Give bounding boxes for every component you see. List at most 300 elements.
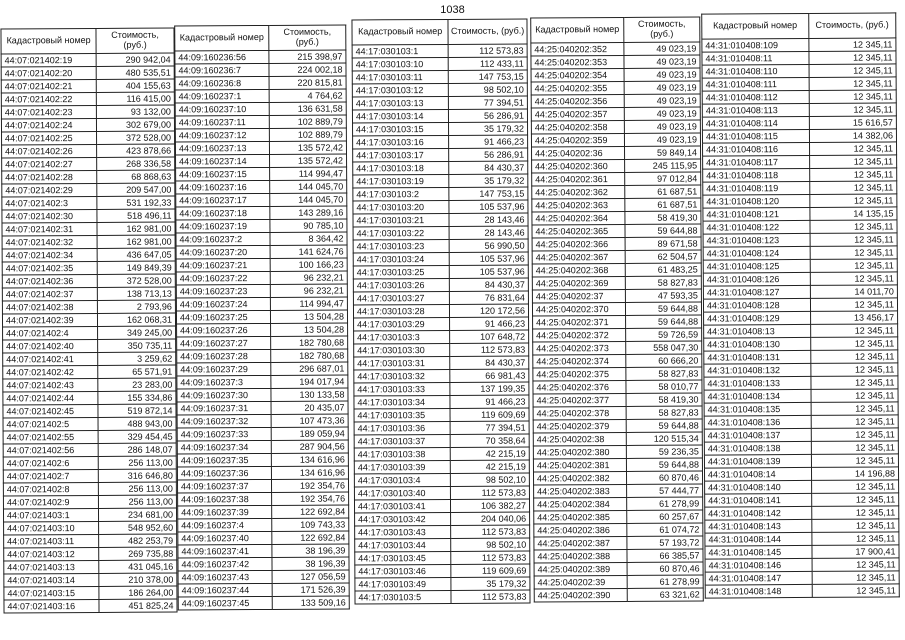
table-row [534, 536, 703, 550]
cadastral-number-cell: 44:25:040202:353 [531, 55, 624, 69]
cost-cell: 8 364,42 [270, 232, 347, 245]
table-row [534, 549, 703, 563]
cost-cell: 23 283,00 [98, 378, 176, 391]
cadastral-number-cell: 44:07:021403:15 [4, 586, 99, 599]
cost-cell: 42 215,19 [450, 447, 529, 460]
cost-cell: 112 573,83 [451, 590, 530, 603]
cost-cell: 135 572,42 [269, 141, 346, 154]
table-row [704, 467, 898, 481]
cadastral-number-cell: 44:07:021402:41 [3, 352, 98, 365]
table-row [531, 55, 700, 69]
table-row [176, 284, 347, 298]
table-row [3, 417, 176, 431]
cadastral-number-cell: 44:07:021402:3 [2, 196, 97, 209]
cost-cell: 112 573,83 [451, 525, 530, 538]
table-row [704, 337, 898, 351]
table-row [353, 213, 528, 227]
table-row [1, 105, 174, 119]
table-row [705, 532, 899, 546]
cost-cell: 133 509,16 [272, 596, 349, 609]
cost-cell: 12 345,11 [810, 337, 897, 351]
table-row [702, 116, 896, 130]
cost-cell: 66 385,57 [627, 549, 703, 562]
cost-cell: 59 644,88 [625, 224, 701, 237]
table-row [352, 83, 527, 97]
cadastral-number-cell: 44:09:160236:7 [175, 63, 269, 77]
cadastral-number-cell: 44:31:010408:143 [705, 519, 812, 533]
cadastral-number-cell: 44:31:010408:130 [704, 337, 811, 351]
cost-cell: 372 528,00 [97, 274, 175, 287]
cost-cell: 60 666,20 [626, 354, 702, 367]
cadastral-number-cell: 44:31:010408:116 [703, 142, 810, 156]
table-row [532, 146, 701, 160]
table-row [178, 557, 349, 571]
table-row [705, 519, 899, 533]
table-row [533, 419, 702, 433]
cadastral-number-cell: 44:17:030103:31 [354, 356, 450, 370]
cadastral-number-cell: 44:25:040202:373 [533, 341, 626, 355]
table-row [3, 495, 176, 509]
cadastral-number-cell: 44:31:010408:142 [705, 506, 812, 520]
cadastral-number-cell: 44:31:010408:135 [704, 402, 811, 416]
table-row [532, 237, 701, 251]
cost-cell: 63 321,62 [627, 588, 703, 601]
cadastral-number-cell: 44:07:021402:28 [2, 170, 97, 183]
cost-cell: 423 878,66 [97, 144, 175, 157]
cost-cell: 59 644,88 [625, 315, 701, 328]
cost-cell: 12 345,11 [810, 246, 897, 260]
cost-cell: 162 981,00 [97, 222, 175, 235]
cost-cell: 96 232,21 [270, 271, 347, 284]
table-row [353, 200, 528, 214]
table-row [531, 68, 700, 82]
table-row [176, 271, 347, 285]
cadastral-number-cell: 44:17:030103:22 [353, 226, 449, 240]
cost-cell: 186 264,00 [99, 586, 177, 599]
cost-cell: 56 286,91 [449, 148, 528, 161]
cost-cell: 35 179,32 [451, 577, 530, 590]
cost-cell: 93 132,00 [97, 105, 175, 118]
cost-cell: 451 825,24 [99, 599, 177, 612]
cadastral-number-cell: 44:25:040202:379 [533, 419, 626, 433]
table-row [176, 232, 347, 246]
cadastral-number-cell: 44:09:160237:32 [177, 414, 271, 428]
cost-cell: 28 143,46 [449, 226, 528, 239]
cost-cell: 12 345,11 [811, 454, 898, 468]
cost-cell: 488 943,00 [98, 417, 176, 430]
cadastral-number-cell: 44:07:021402:30 [2, 209, 97, 222]
cadastral-number-cell: 44:17:030103:36 [354, 421, 450, 435]
cost-cell: 12 345,11 [811, 480, 898, 494]
table-row [353, 187, 528, 201]
cost-cell: 209 547,00 [97, 183, 175, 196]
cadastral-number-cell: 44:31:010408:125 [703, 259, 810, 273]
table-row [534, 497, 703, 511]
cost-cell: 112 573,83 [448, 44, 527, 57]
cadastral-number-cell: 44:31:010408:145 [705, 545, 812, 559]
cadastral-number-cell: 44:25:040202:386 [534, 523, 627, 537]
cost-cell: 12 345,11 [809, 103, 896, 117]
cadastral-number-cell: 44:17:030103:16 [353, 135, 449, 149]
cost-cell: 60 870,46 [626, 471, 702, 484]
cost-cell: 12 345,11 [809, 64, 896, 78]
table-row [534, 562, 703, 576]
cost-cell: 12 345,11 [810, 233, 897, 247]
table-header-row [531, 17, 700, 43]
table-row [175, 50, 346, 64]
cadastral-number-cell: 44:31:010408:111 [702, 77, 809, 91]
header-cadastral-number: Кадастровый номер [352, 19, 448, 45]
cost-cell: 59 726,59 [626, 328, 702, 341]
cost-cell: 127 056,59 [272, 570, 349, 583]
table-row [354, 408, 529, 422]
cadastral-number-cell: 44:17:030103:40 [354, 486, 450, 500]
cadastral-table-4 [530, 16, 704, 602]
table-row [703, 233, 897, 247]
table-row [532, 185, 701, 199]
cadastral-number-cell: 44:31:010408:120 [703, 194, 810, 208]
cost-cell: 61 278,99 [627, 497, 703, 510]
cadastral-number-cell: 44:09:160237:25 [176, 310, 270, 324]
table-row [352, 96, 527, 110]
cadastral-number-cell: 44:25:040202:356 [531, 94, 624, 108]
cadastral-number-cell: 44:31:010408:146 [705, 558, 812, 572]
cadastral-table-3 [351, 19, 530, 605]
cadastral-number-cell: 44:09:160237:34 [177, 440, 271, 454]
table-row [2, 235, 175, 249]
table-row [2, 196, 175, 210]
table-row [2, 144, 175, 158]
table-row [355, 564, 530, 578]
table-row [703, 142, 897, 156]
cost-cell: 38 196,39 [272, 544, 349, 557]
cadastral-number-cell: 44:09:160237:22 [176, 271, 270, 285]
cadastral-number-cell: 44:31:010408:119 [703, 181, 810, 195]
cadastral-number-cell: 44:09:160237:1 [175, 89, 269, 103]
table-row [703, 285, 897, 299]
cost-cell: 147 753,15 [449, 187, 528, 200]
cadastral-number-cell: 44:25:040202:389 [534, 562, 627, 576]
table-row [177, 453, 348, 467]
cost-cell: 12 345,11 [809, 51, 896, 65]
table-row [704, 454, 898, 468]
cost-cell: 58 827,83 [625, 276, 701, 289]
table-row [354, 356, 529, 370]
cost-cell: 302 679,00 [97, 118, 175, 131]
cost-cell: 147 753,15 [448, 70, 527, 83]
cadastral-number-cell: 44:17:030103:12 [352, 83, 448, 97]
table-row [3, 352, 176, 366]
cadastral-number-cell: 44:07:021402:31 [2, 222, 97, 235]
cost-cell: 12 345,11 [811, 376, 898, 390]
table-row [177, 388, 348, 402]
cost-cell: 38 196,39 [272, 557, 349, 570]
table-row [177, 466, 348, 480]
cost-cell: 12 345,11 [812, 584, 899, 598]
cadastral-number-cell: 44:17:030103:2 [353, 187, 449, 201]
cadastral-number-cell: 44:31:010408:138 [704, 441, 811, 455]
cost-cell: 296 687,01 [271, 362, 348, 375]
table-row [176, 206, 347, 220]
cadastral-number-cell: 44:09:160237:16 [176, 180, 270, 194]
table-row [177, 375, 348, 389]
table-row [353, 161, 528, 175]
cost-cell: 182 780,68 [271, 349, 348, 362]
table-row [702, 51, 896, 65]
cost-cell: 61 687,51 [625, 198, 701, 211]
cost-cell: 189 059,94 [271, 427, 348, 440]
cost-cell: 12 345,11 [812, 532, 899, 546]
cost-cell: 349 245,00 [98, 326, 176, 339]
table-row [353, 239, 528, 253]
cost-cell: 162 068,31 [98, 313, 176, 326]
cadastral-number-cell: 44:17:030103:3 [354, 330, 450, 344]
table-row [177, 427, 348, 441]
table-row [702, 90, 896, 104]
cadastral-number-cell: 44:07:021402:38 [2, 300, 97, 313]
cost-cell: 204 040,06 [451, 512, 530, 525]
cost-cell: 58 827,83 [626, 367, 702, 380]
cost-cell: 14 011,70 [810, 285, 897, 299]
cadastral-number-cell: 44:25:040202:362 [532, 185, 625, 199]
cadastral-number-cell: 44:07:021402:5 [3, 417, 98, 430]
table-row [3, 430, 176, 444]
table-row [177, 414, 348, 428]
table-row [353, 291, 528, 305]
cost-cell: 14 382,06 [809, 129, 896, 143]
cadastral-number-cell: 44:07:021402:43 [3, 378, 98, 391]
cadastral-number-cell: 44:17:030103:29 [354, 317, 450, 331]
table-row [3, 456, 176, 470]
table-row [353, 135, 528, 149]
cadastral-number-cell: 44:07:021402:19 [1, 53, 96, 66]
cadastral-number-cell: 44:17:030103:17 [353, 148, 449, 162]
cadastral-number-cell: 44:17:030103:20 [353, 200, 449, 214]
cost-cell: 49 023,19 [624, 55, 700, 68]
cadastral-number-cell: 44:09:160237:45 [178, 596, 272, 610]
cadastral-number-cell: 44:31:010408:133 [704, 376, 811, 390]
table-row [534, 484, 703, 498]
cost-cell: 107 648,72 [450, 330, 529, 343]
cost-cell: 61 278,99 [627, 575, 703, 588]
table-row [533, 393, 702, 407]
cadastral-number-cell: 44:09:160237:15 [176, 167, 270, 181]
cost-cell: 149 849,39 [97, 261, 175, 274]
cost-cell: 122 692,84 [272, 531, 349, 544]
cost-cell: 109 743,33 [272, 518, 349, 531]
header-cost: Стоимость, (руб.) [448, 19, 527, 44]
table-row [1, 79, 174, 93]
cost-cell: 47 593,35 [625, 289, 701, 302]
table-row [705, 571, 899, 585]
cadastral-number-cell: 44:17:030103:38 [354, 447, 450, 461]
cadastral-number-cell: 44:17:030103:30 [354, 343, 450, 357]
table-row [175, 76, 346, 90]
table-row [178, 583, 349, 597]
cadastral-number-cell: 44:17:030103:4 [354, 473, 450, 487]
cadastral-number-cell: 44:07:021402:6 [3, 456, 98, 469]
cost-cell: 28 143,46 [449, 213, 528, 226]
table-row [178, 505, 349, 519]
cadastral-number-cell: 44:09:160237:29 [177, 362, 271, 376]
cadastral-number-cell: 44:31:010408:110 [702, 64, 809, 78]
cost-cell: 12 345,11 [811, 389, 898, 403]
cadastral-number-cell: 44:17:030103:13 [352, 96, 448, 110]
table-row [703, 272, 897, 286]
cadastral-number-cell: 44:07:021403:13 [4, 560, 99, 573]
cost-cell: 91 466,23 [449, 135, 528, 148]
cost-cell: 12 345,11 [810, 220, 897, 234]
cost-cell: 122 692,84 [272, 505, 349, 518]
cadastral-number-cell: 44:09:160237:19 [176, 219, 270, 233]
cost-cell: 12 345,11 [811, 519, 898, 533]
cost-cell: 97 012,84 [625, 172, 701, 185]
table-row [703, 220, 897, 234]
table-row [704, 350, 898, 364]
cost-cell: 49 023,19 [624, 107, 700, 120]
table-row [534, 523, 703, 537]
cadastral-number-cell: 44:09:160237:31 [177, 401, 271, 415]
table-row [705, 558, 899, 572]
cadastral-number-cell: 44:25:040202:366 [532, 237, 625, 251]
cadastral-number-cell: 44:07:021402:7 [3, 469, 98, 482]
cadastral-number-cell: 44:17:030103:1 [352, 44, 448, 58]
cadastral-number-cell: 44:25:040202:359 [531, 133, 624, 147]
cost-cell: 17 900,41 [812, 545, 899, 559]
cadastral-number-cell: 44:09:160237:3 [177, 375, 271, 389]
table-row [532, 250, 701, 264]
table-row [177, 362, 348, 376]
cost-cell: 518 496,11 [97, 209, 175, 222]
table-row [355, 525, 530, 539]
cost-cell: 70 358,64 [450, 434, 529, 447]
cadastral-table-2 [174, 24, 350, 610]
cost-cell: 61 483,25 [625, 263, 701, 276]
cadastral-number-cell: 44:25:040202:367 [532, 250, 625, 264]
cost-cell: 134 616,96 [271, 466, 348, 479]
cadastral-number-cell: 44:17:030103:10 [352, 57, 448, 71]
table-row [532, 276, 701, 290]
cadastral-table-5 [701, 12, 900, 598]
table-row [354, 486, 529, 500]
cost-cell: 114 994,47 [270, 297, 347, 310]
cadastral-number-cell: 44:17:030103:15 [353, 122, 449, 136]
cadastral-number-cell: 44:07:021402:21 [1, 79, 96, 92]
table-row [354, 421, 529, 435]
cost-cell: 65 571,91 [98, 365, 176, 378]
cost-cell: 130 133,58 [271, 388, 348, 401]
table-row [175, 63, 346, 77]
table-row [705, 584, 899, 598]
table-row [177, 440, 348, 454]
table-row [4, 547, 177, 561]
table-header-row [702, 13, 896, 39]
cadastral-number-cell: 44:17:030103:18 [353, 161, 449, 175]
cadastral-number-cell: 44:09:160237:36 [177, 466, 271, 480]
cost-cell: 60 257,67 [627, 510, 703, 523]
cost-cell: 144 045,70 [270, 193, 347, 206]
cadastral-number-cell: 44:31:010408:14 [704, 467, 811, 481]
cadastral-number-cell: 44:25:040202:364 [532, 211, 625, 225]
table-row [175, 141, 346, 155]
cadastral-number-cell: 44:31:010408:141 [705, 493, 812, 507]
cadastral-number-cell: 44:31:010408:118 [703, 168, 810, 182]
table-row [176, 193, 347, 207]
cadastral-number-cell: 44:07:021403:1 [3, 508, 98, 521]
cadastral-number-cell: 44:25:040202:365 [532, 224, 625, 238]
cadastral-number-cell: 44:25:040202:355 [531, 81, 624, 95]
table-row [704, 415, 898, 429]
cadastral-number-cell: 44:07:021402:37 [2, 287, 97, 300]
table-row [354, 382, 529, 396]
cadastral-number-cell: 44:31:010408:13 [704, 324, 811, 338]
table-row [3, 508, 176, 522]
cost-cell: 59 644,88 [626, 419, 702, 432]
cadastral-number-cell: 44:17:030103:46 [355, 564, 451, 578]
cadastral-number-cell: 44:17:030103:49 [355, 577, 451, 591]
table-row [703, 207, 897, 221]
cost-cell: 100 166,23 [270, 258, 347, 271]
cost-cell: 68 868,63 [97, 170, 175, 183]
cadastral-number-cell: 44:07:021402:40 [3, 339, 98, 352]
table-header-row [352, 19, 527, 45]
cadastral-number-cell: 44:07:021402:22 [1, 92, 96, 105]
table-row [531, 107, 700, 121]
cadastral-number-cell: 44:07:021403:11 [4, 534, 99, 547]
cadastral-number-cell: 44:31:010408:115 [702, 129, 809, 143]
cost-cell: 350 735,11 [98, 339, 176, 352]
cost-cell: 102 889,79 [269, 115, 346, 128]
cadastral-number-cell: 44:25:040202:39 [534, 575, 627, 589]
cost-cell: 12 345,11 [809, 168, 896, 182]
cost-cell: 35 179,32 [449, 174, 528, 187]
table-row [354, 473, 529, 487]
cadastral-number-cell: 44:17:030103:44 [355, 538, 451, 552]
table-row [533, 445, 702, 459]
table-row [176, 180, 347, 194]
table-row [2, 170, 175, 184]
cost-cell: 116 415,00 [96, 92, 174, 105]
cost-cell: 49 023,19 [624, 94, 700, 107]
cost-cell: 59 236,35 [626, 445, 702, 458]
table-row [533, 315, 702, 329]
table-row [1, 118, 174, 132]
cadastral-number-cell: 44:09:160237:21 [176, 258, 270, 272]
table-row [704, 324, 898, 338]
table-row [178, 531, 349, 545]
cost-cell: 59 644,88 [626, 458, 702, 471]
cost-cell: 84 430,37 [449, 161, 528, 174]
cadastral-number-cell: 44:07:021402:36 [2, 274, 97, 287]
cadastral-number-cell: 44:09:160237:41 [178, 544, 272, 558]
cost-cell: 329 454,45 [98, 430, 176, 443]
cadastral-number-cell: 44:09:160237:24 [176, 297, 270, 311]
cadastral-number-cell: 44:31:010408:123 [703, 233, 810, 247]
cost-cell: 13 504,28 [271, 310, 348, 323]
table-row [532, 224, 701, 238]
cadastral-number-cell: 44:09:160237:10 [175, 102, 269, 116]
cadastral-number-cell: 44:31:010408:129 [704, 311, 811, 325]
cadastral-number-cell: 44:07:021402:26 [2, 144, 97, 157]
table-row [355, 512, 530, 526]
cadastral-number-cell: 44:17:030103:21 [353, 213, 449, 227]
cost-cell: 77 394,51 [450, 421, 529, 434]
table-row [355, 590, 530, 604]
cadastral-number-cell: 44:09:160237:13 [175, 141, 269, 155]
cadastral-number-cell: 44:07:021402:25 [2, 131, 97, 144]
table-row [353, 122, 528, 136]
table-row [177, 401, 348, 415]
